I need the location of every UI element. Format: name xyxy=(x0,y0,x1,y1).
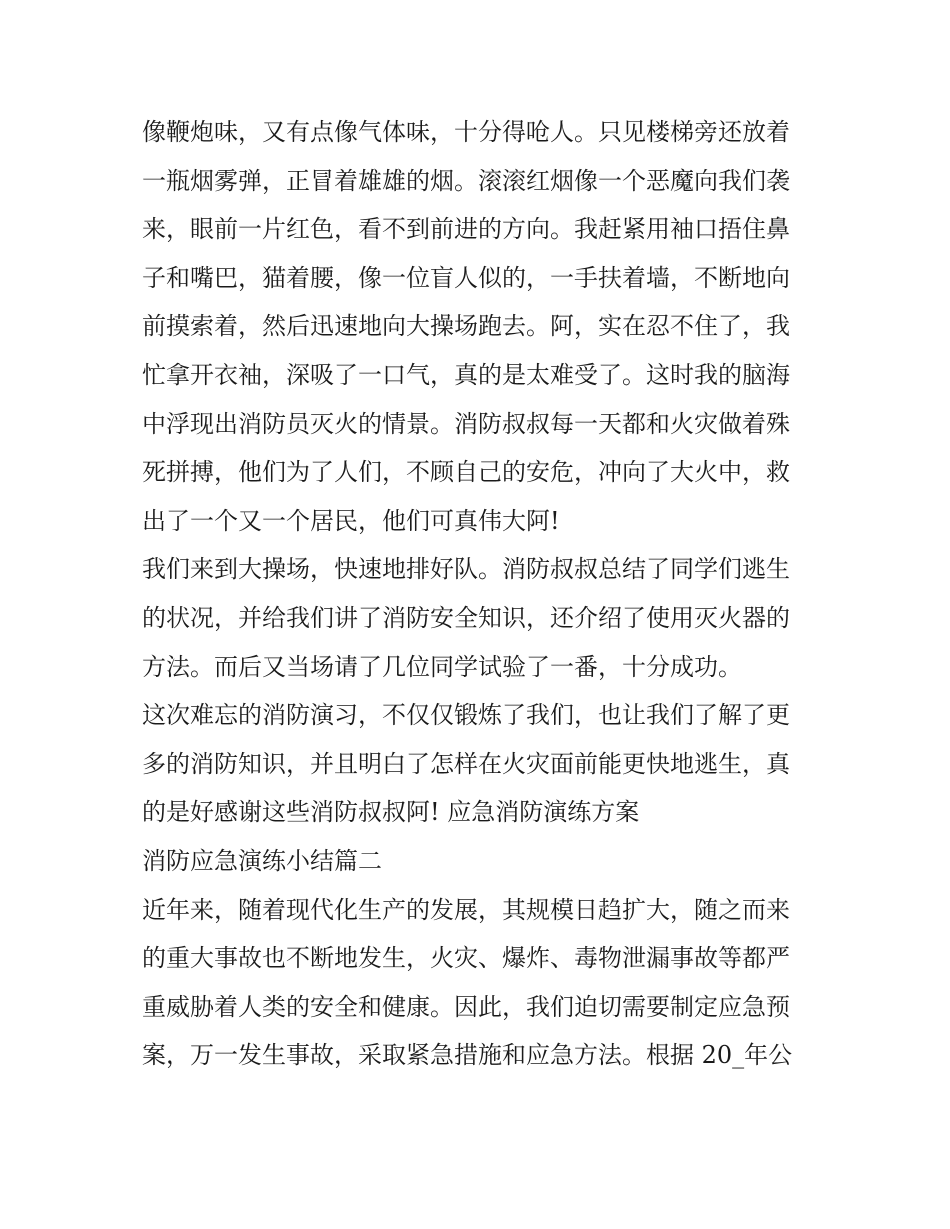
section-heading: 消防应急演练小结篇二 xyxy=(142,846,382,875)
text-line: 来，眼前一片红色，看不到前进的方向。我赶紧用袖口捂住鼻 xyxy=(142,215,790,244)
text-line: 案，万一发生事故，采取紧急措施和应急方法。根据 20_年公 xyxy=(142,1041,793,1070)
text-line: 重威胁着人类的安全和健康。因此，我们迫切需要制定应急预 xyxy=(142,992,790,1021)
text-line: 这次难忘的消防演习，不仅仅锻炼了我们，也让我们了解了更 xyxy=(142,701,790,730)
text-line: 子和嘴巴，猫着腰，像一位盲人似的，一手扶着墙，不断地向 xyxy=(142,263,790,292)
text-line: 的重大事故也不断地发生，火灾、爆炸、毒物泄漏事故等都严 xyxy=(142,944,790,973)
text-line: 像鞭炮味，又有点像气体味，十分得呛人。只见楼梯旁还放着 xyxy=(142,118,790,146)
text-line: 中浮现出消防员灭火的情景。消防叔叔每一天都和火灾做着殊 xyxy=(142,409,790,438)
text-line: 多的消防知识，并且明白了怎样在火灾面前能更快地逃生，真 xyxy=(142,749,790,778)
text-line: 的状况，并给我们讲了消防安全知识，还介绍了使用灭火器的 xyxy=(142,603,790,632)
text-line: 我们来到大操场，快速地排好队。消防叔叔总结了同学们逃生 xyxy=(142,555,790,584)
text-line: 前摸索着，然后迅速地向大操场跑去。阿，实在忍不住了，我 xyxy=(142,312,790,341)
text-line: 近年来，随着现代化生产的发展，其规模日趋扩大，随之而来 xyxy=(142,895,790,924)
text-line: 死拼搏，他们为了人们，不顾自己的安危，冲向了大火中，救 xyxy=(142,458,790,487)
text-line: 一瓶烟雾弹，正冒着雄雄的烟。滚滚红烟像一个恶魔向我们袭 xyxy=(142,166,790,195)
text-line: 忙拿开衣袖，深吸了一口气，真的是太难受了。这时我的脑海 xyxy=(142,360,790,389)
document-body xyxy=(142,108,822,1080)
text-line: 的是好感谢这些消防叔叔阿! 应急消防演练方案 xyxy=(142,798,640,827)
text-line: 出了一个又一个居民，他们可真伟大阿! xyxy=(142,506,560,535)
text-line: 方法。而后又当场请了几位同学试验了一番，十分成功。 xyxy=(142,652,742,681)
